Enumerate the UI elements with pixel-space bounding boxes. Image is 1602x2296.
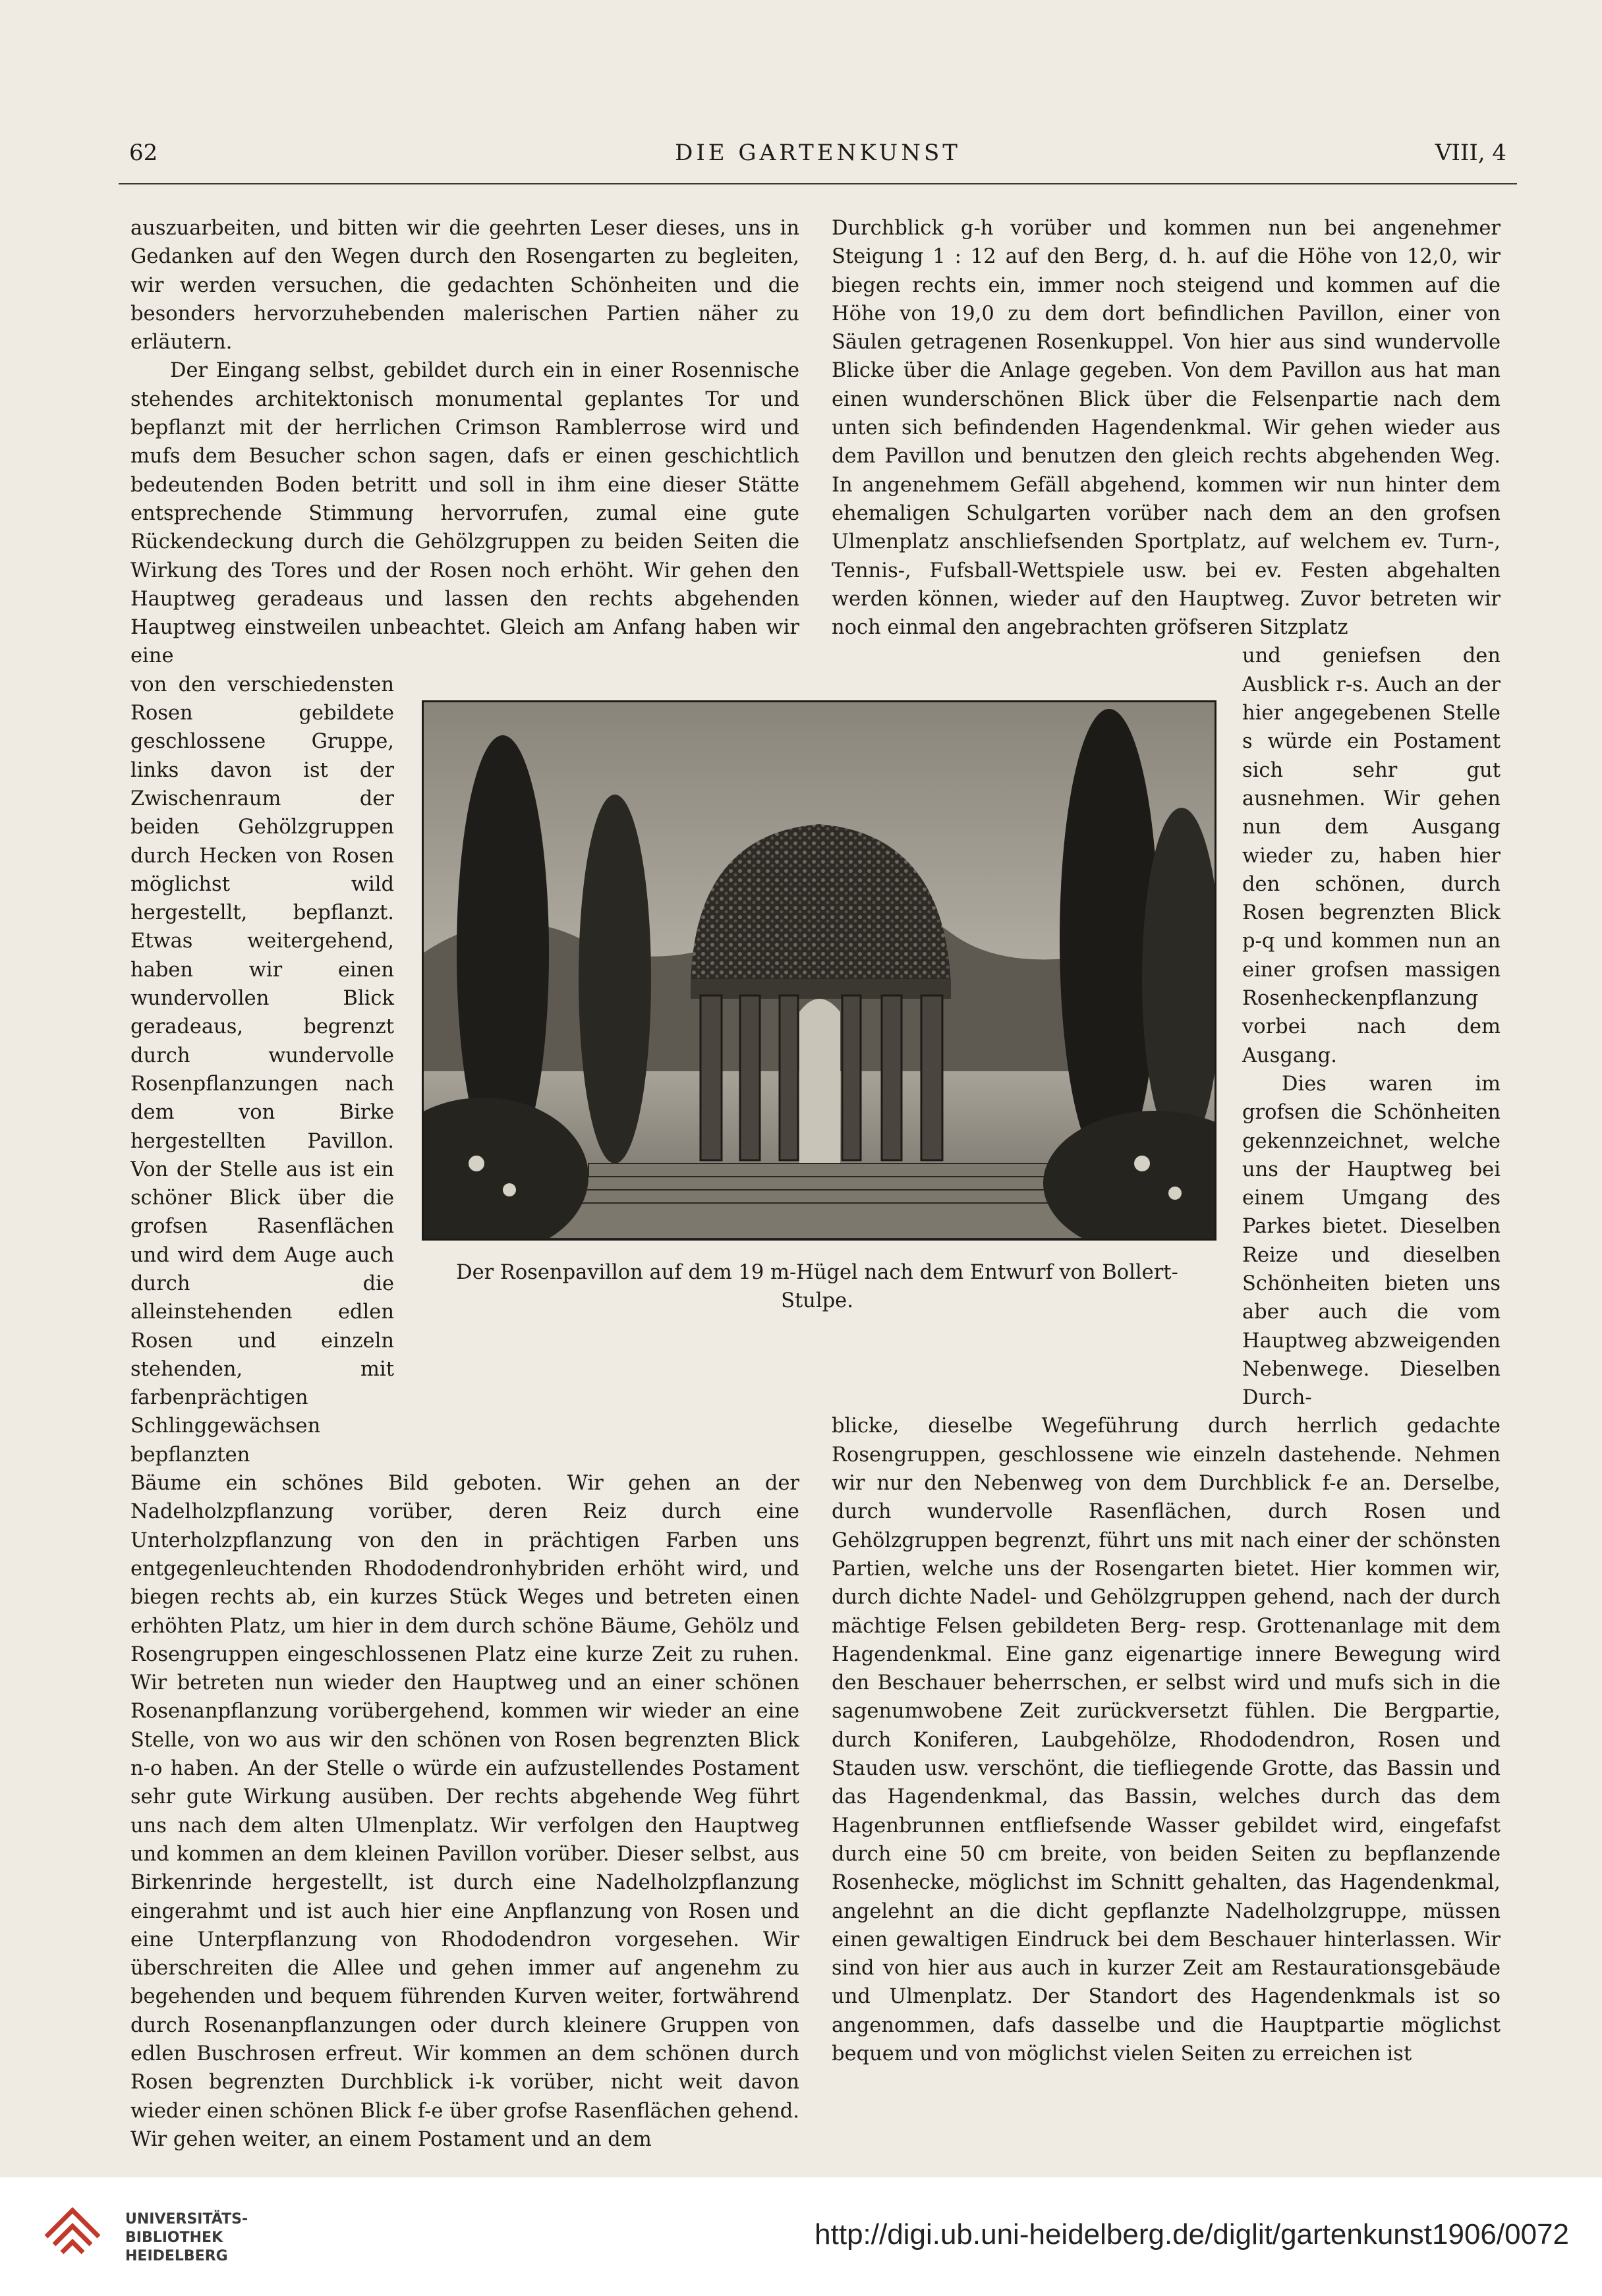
digitization-footer [0, 2177, 1602, 2296]
paragraph-right-wrap-1: und geniefsen den Ausblick r-s. Auch an der hier angegebenen Stelle s würde ein Postament sich sehr gut ausnehmen. Wir gehen nun dem Ausgang wieder zu, haben hier den schönen, durch Rosen begrenzten Blick p-q und kommen nun an einer grofsen massigen Rosenheckenpflanzung vorbei nach dem Ausgang. [1242, 644, 1501, 1067]
paragraph-left-wrap: von den verschiedensten Rosen gebildete geschlossene Gruppe, links davon ist der Zwischenraum der beiden Gehölzgruppen durch Hecken von Rosen möglichst wild hergestellt, bepflanzt. Etwas weitergehend, haben wir einen wundervollen Blick geradeaus, begrenzt durch wundervolle Rosenpflanzungen nach dem von Birke hergestellten Pavillon. Von der Stelle aus ist ein schöner Blick über die grofsen Rasenflächen und wird dem Auge auch durch die alleinstehenden edlen Rosen und einzeln stehenden, mit farbenprächtigen Schlinggewächsen bepflanzten [130, 673, 394, 1467]
paragraph-right-bottom: blicke, dieselbe Wegeführung durch herrlich gedachte Rosengruppen, geschlossene wie einzeln dastehende. Nehmen wir nur den Nebenweg von dem Durchblick f-e an. Derselbe, durch wundervolle Rasenflächen, durch Rosen und Gehölzgruppen begrenzt, führt uns mit nach einer der schönsten Partien, welche uns der Rosengarten bietet. Hier kommen wir, durch dichte Nadel- und Gehölzgruppen gehend, nach der durch mächtige Felsen gebildeten Berg- resp. Grottenanlage mit dem Hagendenkmal. Eine ganz eigenartige innere Bewegung wird den Beschauer beherrschen, er selbst wird und mufs sich in die sagenumwobene Zeit zurückversetzt fühlen. Die Bergpartie, durch Koniferen, Laubgehölze, Rhododendron, Rosen und Stauden usw. verschönt, die tiefliegende Grotte, das Bassin und das Hagendenkmal, das Bassin, welches durch das dem Hagenbrunnen entfliefsende Wasser gebildet wird, eingefafst durch eine 50 cm breite, von beiden Seiten zu bepflanzende Rosenhecke, möglichst im Schnitt gehalten, das Hagendenkmal, angelehnt an die dicht gepflanzte Nadelholzgruppe, müssen einen gewaltigen Eindruck bei dem Beschauer hinterlassen. Wir sind von hier aus auch in kurzer Zeit am Restaurationsgebäude und Ulmenplatz. Der Standort des Hagendenkmals ist so angenommen, dafs dasselbe und die Hauptpartie möglichst bequem und von möglichst vielen Seiten zu erreichen ist [832, 1414, 1501, 2065]
paragraph-intro: auszuarbeiten, und bitten wir die geehrten Leser dieses, uns in Gedanken auf den Wegen durch den Rosengarten zu begleiten, wir werden versuchen, die gedachten Schönheiten und die besonders hervorzuhebenden malerischen Partien näher zu erläutern. [130, 217, 799, 354]
volume-issue: VIII, 4 [1435, 140, 1506, 166]
header-rule [119, 183, 1517, 184]
running-header [129, 140, 1506, 173]
library-name [125, 2210, 248, 2266]
figure-caption: Der Rosenpavillon auf dem 19 m-Hügel nach dem Entwurf von Bollert-Stulpe. [456, 1261, 1178, 1312]
source-url[interactable]: http://digi.ub.uni-heidelberg.de/diglit/gartenkunst1906/0072 [815, 2218, 1569, 2251]
rose-pavilion-illustration [422, 700, 1216, 1241]
library-line: BIBLIOTHEK [125, 2229, 223, 2246]
university-library-logo-icon [40, 2204, 105, 2270]
paragraph-left-bottom: Bäume ein schönes Bild geboten. Wir gehen an der Nadelholzpflanzung vorüber, deren Reiz durch eine Unterholzpflanzung von den in prächtigen Farben uns entgegenleuchtenden Rhododendronhybriden erhöht wird, und biegen rechts ab, ein kurzes Stück Weges und betreten einen erhöhten Platz, um hier in dem durch schöne Bäume, Gehölz und Rosengruppen eingeschlossenen Platz eine kurze Zeit zu ruhen. Wir betreten nun wieder den Hauptweg und an einer schönen Rosenanpflanzung vorübergehend, kommen wir wieder an eine Stelle, von wo aus wir den schönen von Rosen begrenzten Blick n-o haben. An der Stelle o würde ein aufzustellendes Postament sehr gute Wirkung ausüben. Der rechts abgehende Weg führt uns nach dem alten Ulmenplatz. Wir verfolgen den Hauptweg und kommen an dem kleinen Pavillon vorüber. Dieser selbst, aus Birkenrinde hergestellt, ist durch eine Nadelholzpflanzung eingerahmt und ist auch hier eine Anpflanzung von Rosen und eine Unterpflanzung von Rhododendron vorgesehen. Wir überschreiten die Allee und gehen immer auf angenehm zu begehenden und bequem führenden Kurven weiter, fortwährend durch Rosenanpflanzungen oder durch kleinere Gruppen von edlen Buschrosen erfreut. Wir kommen an dem schönen durch Rosen begrenzten Durchblick i-k vorüber, nicht weit davon wieder einen schönen Blick f-e über grofse Rasenflächen gehend. Wir gehen weiter, an einem Postament und an dem [130, 1472, 799, 2151]
journal-title: DIE GARTENKUNST [675, 140, 961, 166]
right-wrap-block [1242, 642, 1501, 1412]
paragraph-entrance: Der Eingang selbst, gebildet durch ein in einer Rosennische stehendes architektonisch monumental geplantes Tor und bepflanzt mit der herrlichen Crimson Ramblerrose wird und mufs dem Besucher schon sagen, dafs er einen geschichtlich bedeutenden Boden betritt und soll in ihm eine dieser Stätte entsprechende Stimmung hervorrufen, zumal eine gute Rückendeckung durch die Gehölzgruppen zu beiden Seiten die Wirkung des Tores und der Rosen noch erhöht. Wir gehen den Hauptweg geradeaus und lassen den rechts abgehenden Hauptweg einstweilen unbeachtet. Gleich am Anfang haben wir eine [130, 359, 799, 668]
library-line: UNIVERSITÄTS- [125, 2211, 248, 2227]
library-line: HEIDELBERG [125, 2248, 228, 2264]
paragraph-right-top: Durchblick g-h vorüber und kommen nun bei angenehmer Steigung 1 : 12 auf den Berg, d. h. auf die Höhe von 12,0, wir biegen rechts ein, immer noch steigend und kommen auf die Höhe von 19,0 zu dem dort befindlichen Pavillon, einer von Säulen getragenen Rosenkuppel. Von hier aus sind wundervolle Blicke über die Anlage gegeben. Von dem Pavillon aus hat man einen wunderschönen Blick über die Felsenpartie nach dem unten sich befindenden Hagendenkmal. Wir gehen wieder aus dem Pavillon und benutzen den gleich rechts abgehenden Weg. In angenehmem Gefäll abgehend, kommen wir nun hinter dem ehemaligen Schulgarten vorüber nach dem an den grofsen Ulmenplatz anschliefsenden Sportplatz, auf welchem ev. Turn-, Tennis-, Fufsball-Wettspiele usw. bei ev. Festen abgehalten werden können, wieder auf den Hauptweg. Zuvor betreten wir noch einmal den angebrachten gröfseren Sitzplatz [832, 217, 1501, 640]
page-number: 62 [129, 140, 158, 166]
paragraph-right-wrap-2: Dies waren im grofsen die Schönheiten gekennzeichnet, welche uns der Hauptweg bei einem Umgang des Parkes bietet. Dieselben Reize und dieselben Schönheiten bieten uns aber auch die vom Hauptweg abzweigenden Nebenwege. Dieselben Durch- [1242, 1072, 1501, 1410]
left-wrap-block [130, 671, 394, 1469]
pavilion-drawing [424, 702, 1215, 1239]
